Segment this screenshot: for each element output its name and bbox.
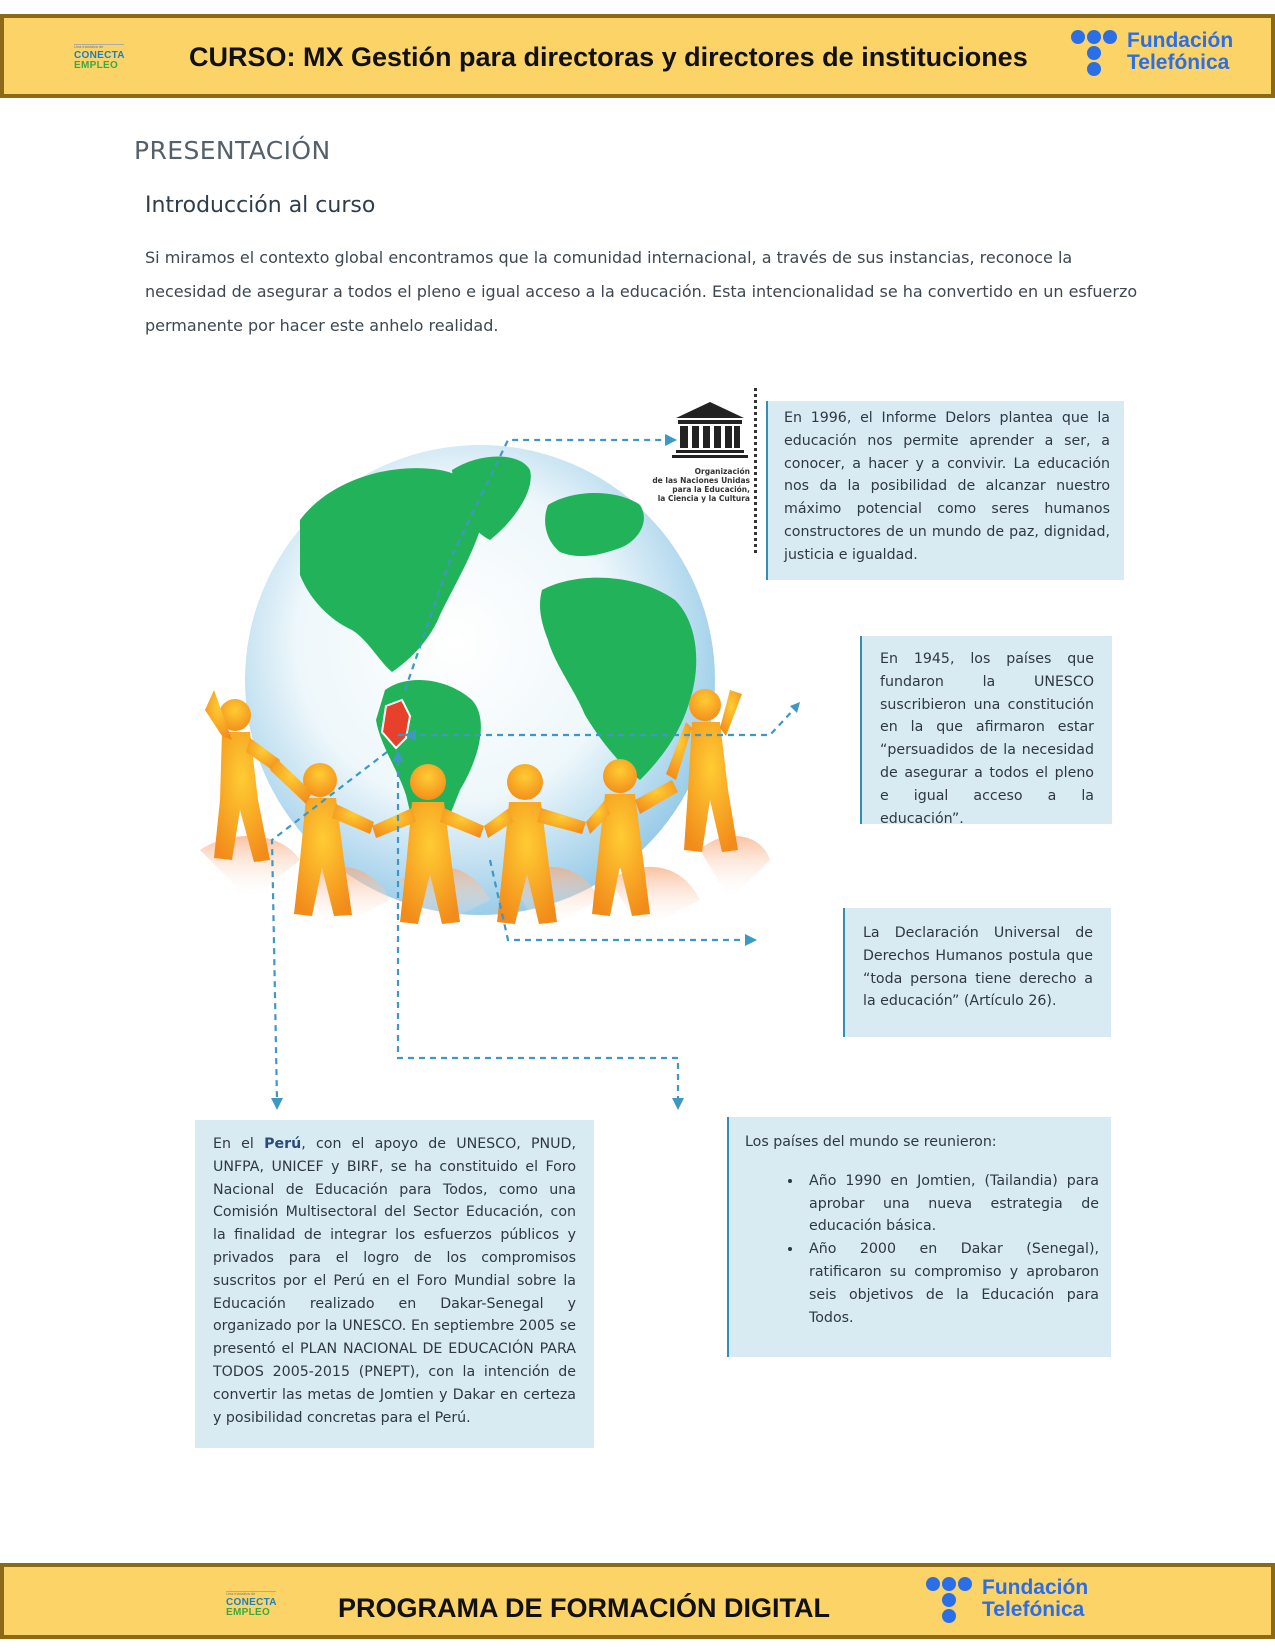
info-box-peru — [195, 1120, 594, 1448]
peru-text-prefix: En el — [213, 1136, 265, 1152]
logo-word-empleo: EMPLEO — [226, 1607, 271, 1618]
unesco-caption-line: Organización — [694, 467, 750, 476]
arrow-down-icon — [271, 1098, 283, 1110]
unesco-caption — [620, 467, 750, 503]
logo-tagline: Una iniciativa de — [74, 44, 124, 51]
unesco-caption-line: para la Educación, — [672, 485, 750, 494]
info-box-human-rights: La Declaración Universal de Derechos Humanos postula que “toda persona tiene derecho a la educación” (Artículo 26). — [843, 908, 1111, 1037]
peru-text-body: , con el apoyo de UNESCO, PNUD, UNFPA, UNICEF y BIRF, se ha constituido el Foro Nacional de Educación para Todos, como una Comisión Multisectoral del Sector Educación, con la finalidad de integrar los esfuerzos públicos y privados para el logro de los compromisos suscritos por el Perú en el Foro Mundial sobre la Educación realizado en Dakar-Senegal y organizado por la UNESCO. En septiembre 2005 se presentó el PLAN NACIONAL DE EDUCACIÓN PARA TODOS 2005-2015 (PNEPT), con la intención de convertir las metas de Jomtien y Dakar en certeza y posibilidad concretas para el Perú. — [213, 1136, 576, 1426]
conecta-empleo-logo — [226, 1591, 277, 1618]
unesco-caption-line: la Ciencia y la Cultura — [657, 494, 750, 503]
fundacion-telefonica-dots-icon — [925, 1575, 973, 1625]
meetings-list — [745, 1170, 1099, 1330]
logo-tagline: Una iniciativa de — [226, 1591, 276, 1598]
arrow-right-icon — [745, 934, 757, 946]
brand-line-2: Telefónica — [982, 1598, 1085, 1621]
unesco-divider — [754, 388, 757, 553]
brand-line-1: Fundación — [982, 1576, 1089, 1599]
intro-paragraph: Si miramos el contexto global encontramos que la comunidad internacional, a través de sus instancias, reconoce la necesidad de asegurar a todos el pleno e igual acceso a la educación. Esta intencionalidad se ha convertido en un esfuerzo permanente por hacer este anhelo realidad. — [145, 248, 1138, 335]
logo-word-conecta: CONECTA — [226, 1597, 277, 1608]
list-item: • Año 2000 en Dakar (Senegal), ratificaron su compromiso y aprobaron seis objetivos de la Educación para Todos. — [803, 1238, 1099, 1329]
brand-line-1: Fundación — [1127, 29, 1234, 52]
course-title: CURSO: MX Gestión para directoras y directores de instituciones — [189, 42, 1028, 72]
unesco-temple-icon — [670, 400, 750, 460]
section-subheading: Introducción al curso — [145, 193, 376, 218]
info-box-delors: En 1996, el Informe Delors plantea que la educación nos permite aprender a ser, a conocer, a hacer y a convivir. La educación nos da la posibilidad de alcanzar nuestro máximo potencial como seres humanos constructores de un mundo de paz, dignidad, justicia e igualdad. — [766, 401, 1124, 580]
info-box-unesco-1945: En 1945, los países que fundaron la UNESCO suscribieron una constitución en la que afirmaron estar “persuadidos de la necesidad de asegurar a todos el pleno e igual acceso a la educación”. — [860, 636, 1112, 824]
brand-line-2: Telefónica — [1127, 51, 1230, 74]
logo-word-conecta: CONECTA — [74, 50, 125, 61]
meetings-intro: Los países del mundo se reunieron: — [745, 1134, 997, 1150]
peru-bold-word: Perú — [264, 1136, 302, 1152]
arrow-upright-icon — [790, 702, 800, 713]
list-item: • Año 1990 en Jomtien, (Tailandia) para aprobar una nueva estrategia de educación básica. — [803, 1170, 1099, 1238]
program-title: PROGRAMA DE FORMACIÓN DIGITAL — [338, 1593, 830, 1623]
unesco-caption-line: de las Naciones Unidas — [652, 476, 750, 485]
fundacion-telefonica-logo — [982, 1577, 1088, 1621]
info-box-world-meetings — [727, 1117, 1111, 1357]
section-heading: PRESENTACIÓN — [134, 136, 331, 165]
arrow-down-icon — [672, 1098, 684, 1110]
logo-word-empleo: EMPLEO — [74, 60, 119, 71]
footer-banner — [0, 1563, 1275, 1639]
